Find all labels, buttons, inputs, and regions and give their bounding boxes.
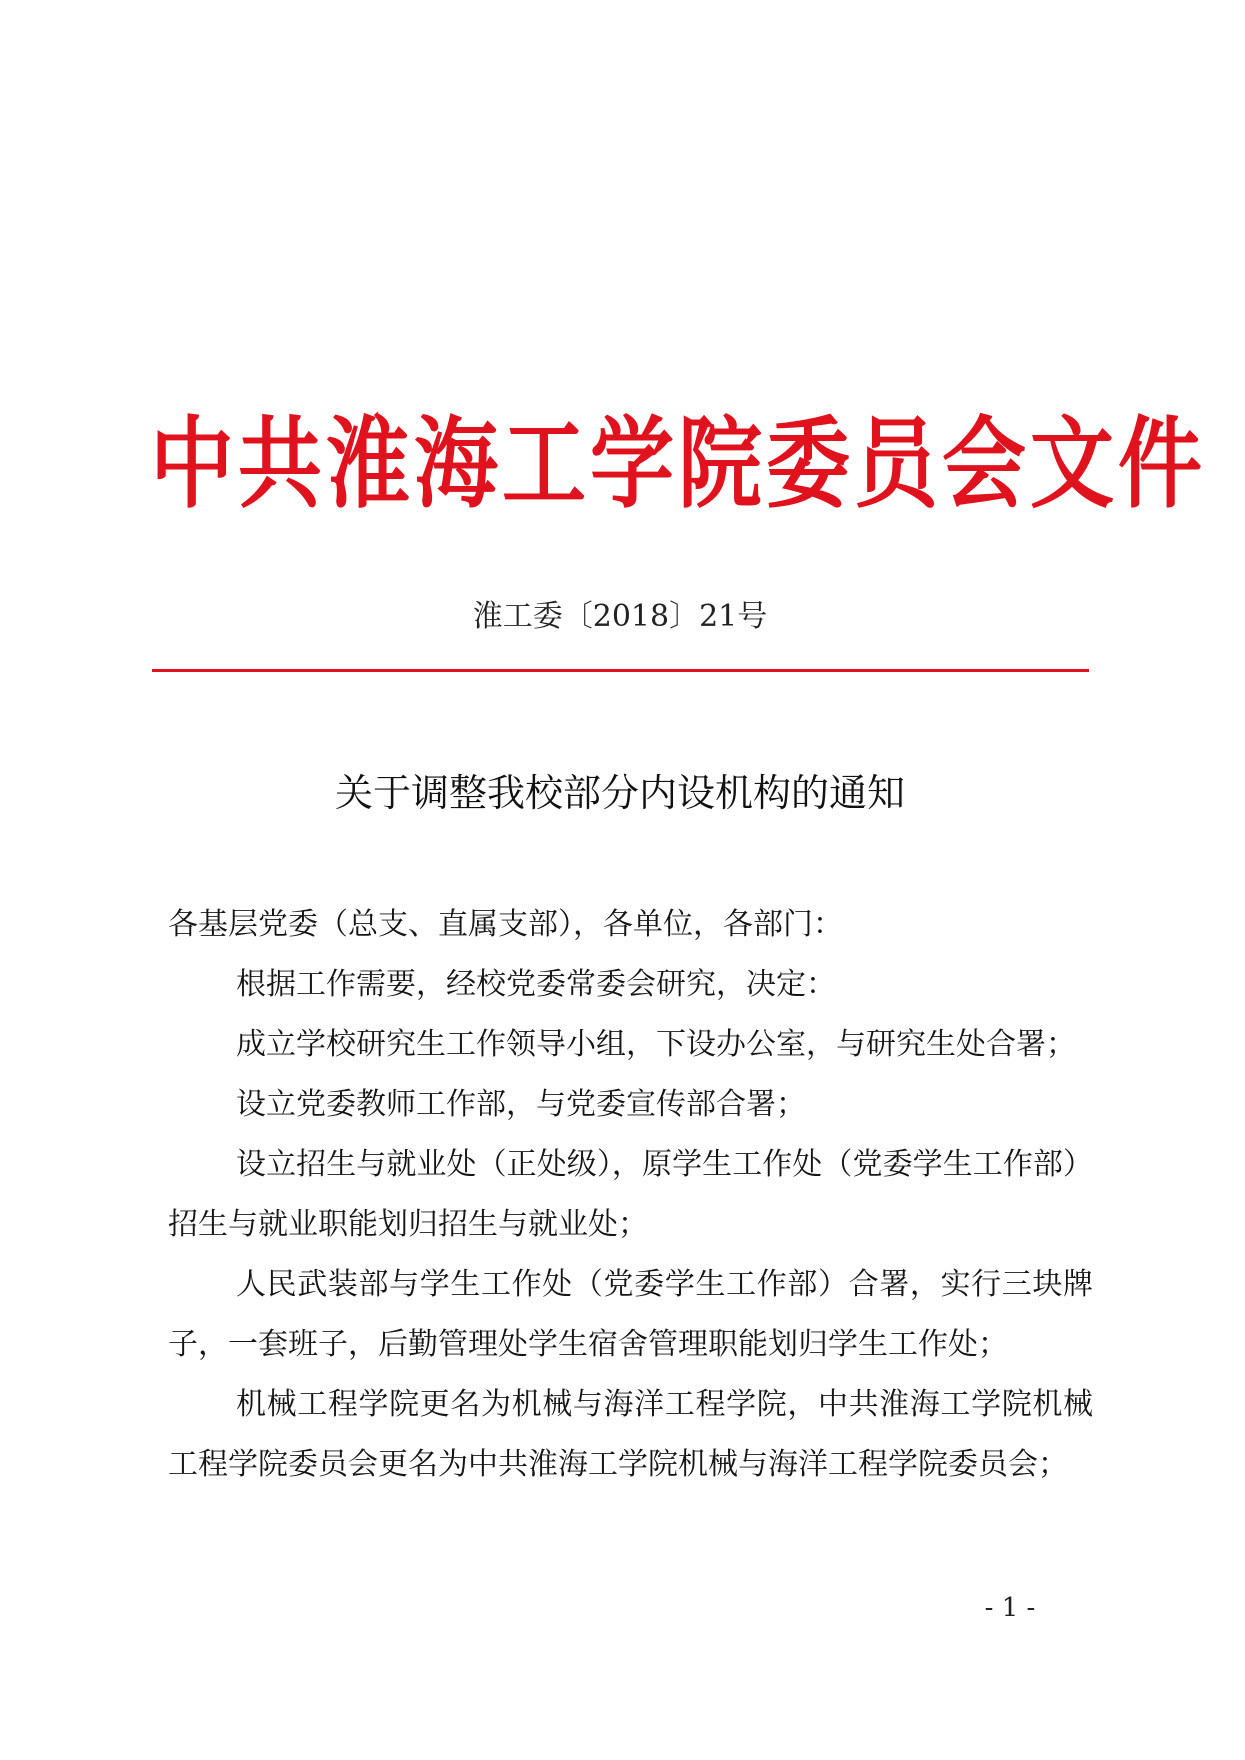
document-title: 关于调整我校部分内设机构的通知 [334,771,905,815]
body-paragraph-3: 设立党委教师工作部，与党委宣传部合署； [236,1087,806,1122]
body-paragraph-2: 成立学校研究生工作领导小组，下设办公室，与研究生处合署； [236,1027,1076,1062]
salutation: 各基层党委（总支、直属支部），各单位，各部门： [168,907,843,942]
body-paragraph-4: 设立招生与就业处（正处级），原学生工作处（党委学生工作部）招生与就业职能划归招生与就业处； [168,1147,1093,1242]
page-number: - 1 - [984,1593,1036,1623]
body-paragraph-6: 机械工程学院更名为机械与海洋工程学院，中共淮海工学院机械工程学院委员会更名为中共淮海工学院机械与海洋工程学院委员会； [168,1387,1093,1482]
document-masthead: 中共淮海工学院委员会文件 [150,405,1207,522]
body-paragraph-5: 人民武装部与学生工作处（党委学生工作部）合署，实行三块牌子，一套班子，后勤管理处学生宿舍管理职能划归学生工作处； [168,1267,1093,1362]
document-body [168,895,1093,1495]
body-paragraph-1: 根据工作需要，经校党委常委会研究，决定： [236,967,836,1002]
red-separator-line [152,669,1089,672]
document-number: 淮工委〔2018〕21号 [472,599,768,634]
